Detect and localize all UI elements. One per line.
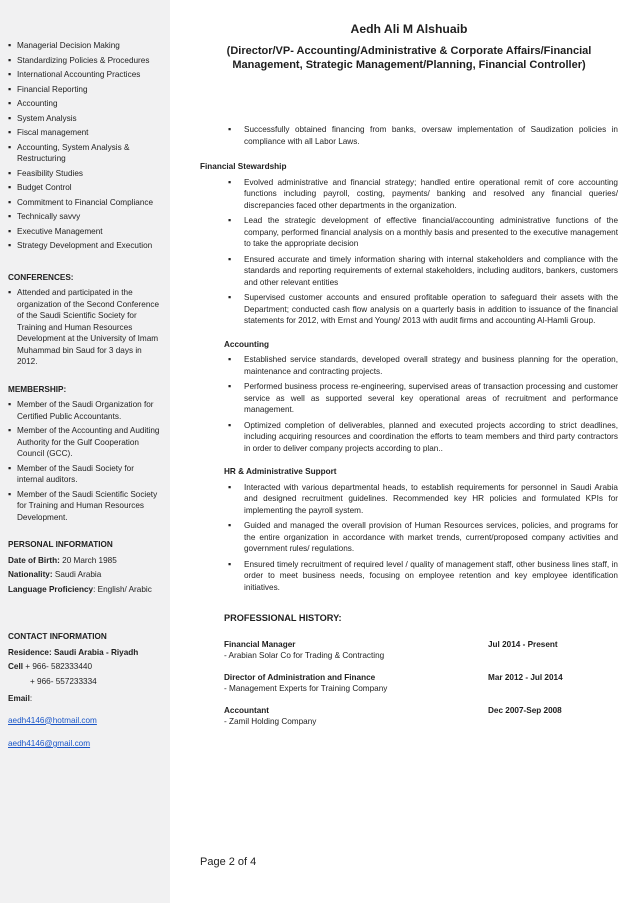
history-row: [224, 639, 618, 651]
email-link-1[interactable]: aedh4146@hotmail.com: [8, 715, 97, 725]
skill-item: ▪ System Analysis: [8, 113, 160, 125]
financial-item: ▪ Evolved administrative and financial strategy; handled entire operational remit of core accounting functions including payroll, costing, payments/ banking and resolved any financial queries/ discrepancies faced other departments in the organization.: [222, 177, 618, 212]
history-role: Accountant: [224, 705, 270, 715]
main-content: [200, 124, 618, 738]
hr-list: [200, 482, 618, 594]
candidate-name: Aedh Ali M Alshuaib: [350, 22, 468, 36]
hr-item: ▪ Ensured timely recruitment of required level / quality of management staff, other business lines staff, in order to meet business needs, focusing on employee retention and key employee identification initiatives.: [222, 559, 618, 594]
history-role: Financial Manager: [224, 639, 296, 649]
history-row: [224, 705, 618, 717]
accounting-item: ▪ Optimized completion of deliverables, planned and executed projects according to strict deadlines, including acquiring resources and coordination the efforts to team members and third party contractors in order to deliver company projects according to plan..: [222, 420, 618, 455]
skill-item: ▪ Financial Reporting: [8, 84, 160, 96]
personal-heading: PERSONAL INFORMATION: [8, 540, 113, 549]
skill-item: ▪ Managerial Decision Making: [8, 40, 160, 52]
history-heading: PROFESSIONAL HISTORY:: [224, 613, 342, 623]
financial-item: ▪ Lead the strategic development of effective financial/accounting administrative functions of the company, performed financial analysis on a monthly basis and presented to the executive management to take the appropriate decision: [222, 215, 618, 250]
membership-item: ▪ Member of the Accounting and Auditing Authority for the Gulf Cooperation Council (GCC).: [8, 425, 160, 460]
skill-item: ▪ Feasibility Studies: [8, 168, 160, 180]
conference-item: ▪ Attended and participated in the organization of the Second Conference of the Saudi Scientific Society for Training and Human Resources Development at the University of Imam Muhammad bin Saud for 3 days in 2012.: [8, 287, 160, 368]
skill-item: ▪ Fiscal management: [8, 127, 160, 139]
financial-list: [200, 177, 618, 327]
cell-2: + 966- 557233334: [30, 676, 97, 686]
accounting-heading: Accounting: [224, 339, 270, 349]
candidate-title: (Director/VP- Accounting/Administrative & Corporate Affairs/Financial Management, Strategic Management/Planning, Financial Controller): [226, 45, 592, 71]
membership-item: ▪ Member of the Saudi Scientific Society for Training and Human Resources Development.: [8, 489, 160, 524]
financial-item: ▪ Ensured accurate and timely information sharing with internal stakeholders and compliance with the standards and reporting requirements of external stakeholders, including auditors, bankers, customers and other relevant entities: [222, 254, 618, 289]
nationality: Nationality: Saudi Arabia: [8, 570, 102, 579]
contact-heading: CONTACT INFORMATION: [8, 632, 107, 641]
residence: Residence: Saudi Arabia - Riyadh: [8, 647, 139, 657]
history-company: - Arabian Solar Co for Trading & Contracting: [224, 651, 385, 660]
conferences-list: [8, 287, 160, 368]
history-row: [224, 672, 618, 684]
hr-item: ▪ Guided and managed the overall provision of Human Resources services, policies, and programs for the entire organization in accordance with market trends, current/proposed company activities and government rules/ regulations.: [222, 520, 618, 555]
skill-item: ▪ Accounting, System Analysis & Restructuring: [8, 142, 160, 165]
intro-item: ▪ Successfully obtained financing from banks, oversaw implementation of Saudization policies in compliance with all Labor Laws.: [222, 124, 618, 147]
conferences-heading: CONFERENCES:: [8, 272, 74, 282]
intro-list: [200, 124, 618, 147]
skill-item: ▪ International Accounting Practices: [8, 69, 160, 81]
history-company: - Zamil Holding Company: [224, 717, 317, 726]
membership-item: ▪ Member of the Saudi Organization for Certified Public Accountants.: [8, 399, 160, 422]
email-link-2[interactable]: aedh4146@gmail.com: [8, 739, 91, 748]
skill-item: ▪ Standardizing Policies & Procedures: [8, 55, 160, 67]
page-number: Page 2 of 4: [200, 856, 257, 868]
history-dates: Mar 2012 - Jul 2014: [488, 672, 563, 682]
accounting-item: ▪ Established service standards, developed overall strategy and business planning for the operation, maintenance and contracting projects.: [222, 354, 618, 377]
accounting-list: [200, 354, 618, 454]
skill-item: ▪ Technically savvy: [8, 211, 160, 223]
hr-item: ▪ Interacted with various departmental heads, to establish requirements for personnel in Saudi Arabia and designed recruitment guidelines. Recommended key HR policies and formulated KPIs for implementing the payroll system.: [222, 482, 618, 517]
membership-heading: MEMBERSHIP:: [8, 384, 67, 394]
skill-item: ▪ Commitment to Financial Compliance: [8, 197, 160, 209]
skill-item: ▪ Strategy Development and Execution: [8, 240, 160, 252]
accounting-item: ▪ Performed business process re-engineering, supervised areas of transaction processing and customer service as well as supported several key operational areas of recruitment and performance management.: [222, 381, 618, 416]
skills-list: [8, 40, 160, 252]
language: Language Proficiency: English/ Arabic: [8, 584, 152, 594]
sidebar-content: [8, 40, 160, 753]
history-dates: Dec 2007-Sep 2008: [488, 705, 562, 715]
skill-item: ▪ Budget Control: [8, 182, 160, 194]
history-section: [200, 613, 618, 728]
financial-item: ▪ Supervised customer accounts and ensured profitable operation to safeguard their assets with the Department; conducted cash flow analysis on a quarterly basis in addition to issuance of the financial statements for 2012, with Ernst and Young/ 2013 with audit firms and accounting Al-Hamli Group.: [222, 292, 618, 327]
history-dates: Jul 2014 - Present: [488, 639, 558, 649]
history-company: - Management Experts for Training Company: [224, 684, 388, 693]
hr-heading: HR & Administrative Support: [224, 467, 337, 476]
skill-item: ▪ Accounting: [8, 98, 160, 110]
dob: Date of Birth: 20 March 1985: [8, 555, 117, 565]
membership-item: ▪ Member of the Saudi Society for internal auditors.: [8, 463, 160, 486]
sidebar: [0, 0, 170, 903]
membership-list: [8, 399, 160, 523]
cell-1: Cell + 966- 582333440: [8, 662, 93, 671]
email-label: Email:: [8, 694, 33, 703]
history-role: Director of Administration and Finance: [224, 672, 376, 682]
skill-item: ▪ Executive Management: [8, 226, 160, 238]
financial-stewardship-heading: Financial Stewardship: [200, 162, 287, 171]
